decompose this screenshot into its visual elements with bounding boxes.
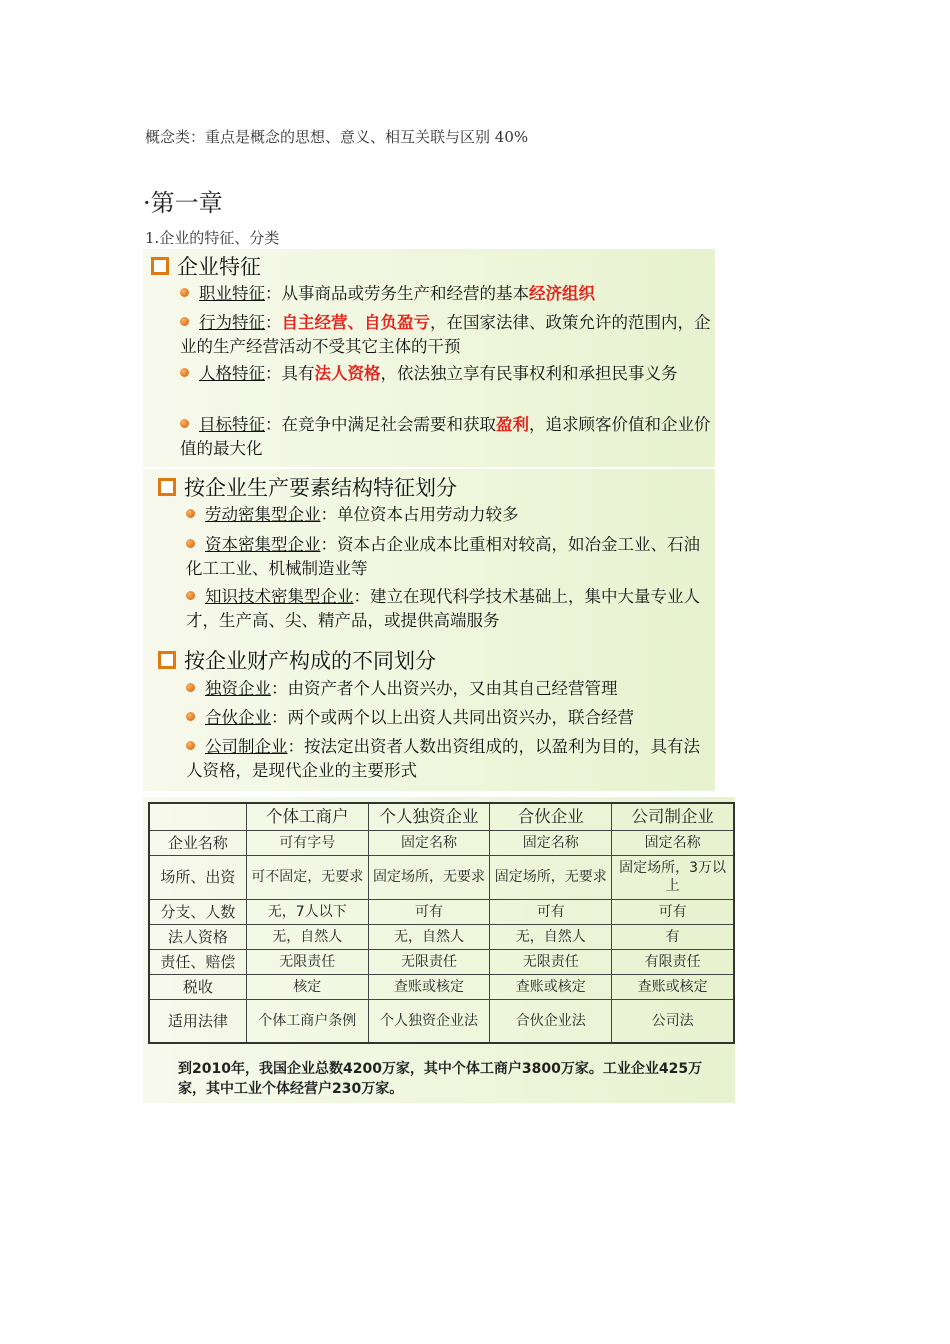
table-cell: 核定 [246, 974, 368, 999]
table-header-row [149, 803, 734, 830]
feature-item [180, 282, 710, 306]
chapter-heading: ·第一章 [143, 189, 223, 217]
checkbox-square-icon [151, 257, 169, 275]
table-cell: 场所、出资 [149, 855, 246, 899]
table-cell: 查账或核定 [368, 974, 490, 999]
section-heading: 1.企业的特征、分类 [145, 229, 280, 247]
feature-text: ：具有 [265, 364, 315, 383]
feature-text: ，在国家法律、政策允许的范围内，企业的生产经营活动不受其它主体的干预 [180, 313, 711, 356]
panel-heading-text: 企业特征 [177, 255, 261, 279]
table-cell: 固定名称 [612, 830, 734, 855]
table-header: 个体工商户 [246, 803, 368, 830]
table-cell: 可有 [368, 899, 490, 924]
classification-panel [143, 469, 715, 791]
feature-term: 目标特征 [199, 415, 265, 434]
classification-term: 知识技术密集型企业 [205, 587, 354, 606]
classification-item [186, 735, 711, 783]
statistics-note: 到2010年，我国企业总数4200万家，其中个体工商户3800万家。工业企业425万家，其中工业个体经营户230万家。 [178, 1061, 703, 1097]
classification-item [186, 677, 711, 701]
table-cell: 无，自然人 [368, 924, 490, 949]
classification-text: ：资本占企业成本比重相对较高，如冶金工业、石油化工工业、机械制造业等 [186, 535, 700, 578]
feature-text: ：从事商品或劳务生产和经营的基本 [265, 284, 529, 303]
feature-text: ，追求顾客价值和企业价值的最大化 [180, 415, 711, 458]
table-cell: 无限责任 [490, 949, 612, 974]
table-cell: 无，自然人 [490, 924, 612, 949]
checkbox-square-icon [158, 651, 176, 669]
bullet-icon [186, 683, 195, 692]
table-row [149, 949, 734, 974]
table-cell: 可有 [612, 899, 734, 924]
feature-item [180, 311, 715, 359]
bullet-icon [180, 288, 189, 297]
table-cell: 税收 [149, 974, 246, 999]
classification-item [186, 503, 711, 527]
table-cell: 责任、赔偿 [149, 949, 246, 974]
feature-term: 行为特征 [199, 313, 265, 332]
bullet-icon [186, 509, 195, 518]
table-cell: 查账或核定 [612, 974, 734, 999]
table-header: 合伙企业 [490, 803, 612, 830]
feature-highlight: 法人资格 [314, 364, 381, 383]
classification-text: ：两个或两个以上出资人共同出资兴办，联合经营 [271, 708, 634, 727]
panel-heading-text: 按企业财产构成的不同划分 [184, 649, 436, 673]
classification-term: 独资企业 [205, 679, 271, 698]
table-cell: 有限责任 [612, 949, 734, 974]
feature-text: ： [265, 313, 282, 332]
table-cell: 合伙企业法 [490, 999, 612, 1043]
bullet-icon [180, 368, 189, 377]
table-row [149, 999, 734, 1043]
feature-text: ：在竞争中满足社会需要和获取 [265, 415, 496, 434]
classification-term: 资本密集型企业 [205, 535, 321, 554]
table-cell: 适用法律 [149, 999, 246, 1043]
table-cell: 无，自然人 [246, 924, 368, 949]
bullet-icon [180, 419, 189, 428]
table-cell: 固定名称 [490, 830, 612, 855]
panel-heading-text: 按企业生产要素结构特征划分 [184, 476, 457, 500]
table-cell: 可不固定，无要求 [246, 855, 368, 899]
table-row [149, 855, 734, 899]
feature-item [180, 413, 715, 461]
table-cell: 无限责任 [368, 949, 490, 974]
table-cell: 固定场所，无要求 [368, 855, 490, 899]
table-row [149, 830, 734, 855]
feature-term: 人格特征 [199, 364, 265, 383]
table-header: 个人独资企业 [368, 803, 490, 830]
classification-text: ：建立在现代科学技术基础上，集中大量专业人才，生产高、尖、精产品，或提供高端服务 [186, 587, 700, 630]
enterprise-features-panel [143, 249, 715, 467]
panel-heading [158, 645, 436, 675]
table-cell: 公司法 [612, 999, 734, 1043]
feature-highlight: 盈利 [496, 415, 529, 434]
table-header: 公司制企业 [612, 803, 734, 830]
feature-term: 职业特征 [199, 284, 265, 303]
bullet-icon [186, 591, 195, 600]
table-cell: 查账或核定 [490, 974, 612, 999]
classification-item [186, 706, 711, 730]
table-cell: 固定场所，无要求 [490, 855, 612, 899]
table-cell: 分支、人数 [149, 899, 246, 924]
classification-item [186, 585, 711, 633]
comparison-table-panel [143, 797, 735, 1103]
classification-text: ：由资产者个人出资兴办，又由其自己经营管理 [271, 679, 618, 698]
panel-heading [151, 251, 261, 281]
classification-term: 合伙企业 [205, 708, 271, 727]
table-cell: 可有字号 [246, 830, 368, 855]
comparison-table [148, 802, 735, 1044]
table-cell: 固定场所，3万以上 [612, 855, 734, 899]
bullet-icon [186, 712, 195, 721]
feature-text: ，依法独立享有民事权利和承担民事义务 [380, 364, 678, 383]
classification-term: 劳动密集型企业 [205, 505, 321, 524]
table-cell: 可有 [490, 899, 612, 924]
panel-heading [158, 472, 457, 502]
table-row [149, 924, 734, 949]
table-cell: 有 [612, 924, 734, 949]
table-cell: 无，7人以下 [246, 899, 368, 924]
feature-highlight: 自主经营、自负盈亏 [281, 313, 430, 332]
feature-item [180, 362, 715, 386]
classification-term: 公司制企业 [205, 737, 288, 756]
table-cell: 个体工商户条例 [246, 999, 368, 1043]
feature-highlight: 经济组织 [529, 284, 595, 303]
table-cell: 企业名称 [149, 830, 246, 855]
table-cell: 无限责任 [246, 949, 368, 974]
classification-text: ：按法定出资者人数出资组成的，以盈利为目的，具有法人资格，是现代企业的主要形式 [186, 737, 700, 780]
intro-text: 概念类：重点是概念的思想、意义、相互关联与区别 40% [145, 128, 529, 146]
table-cell: 法人资格 [149, 924, 246, 949]
table-cell: 固定名称 [368, 830, 490, 855]
bullet-icon [186, 741, 195, 750]
table-cell: 个人独资企业法 [368, 999, 490, 1043]
table-row [149, 974, 734, 999]
table-header [149, 803, 246, 830]
table-row [149, 899, 734, 924]
checkbox-square-icon [158, 478, 176, 496]
bullet-icon [180, 317, 189, 326]
classification-text: ：单位资本占用劳动力较多 [320, 505, 519, 524]
bullet-icon [186, 539, 195, 548]
classification-item [186, 533, 711, 581]
